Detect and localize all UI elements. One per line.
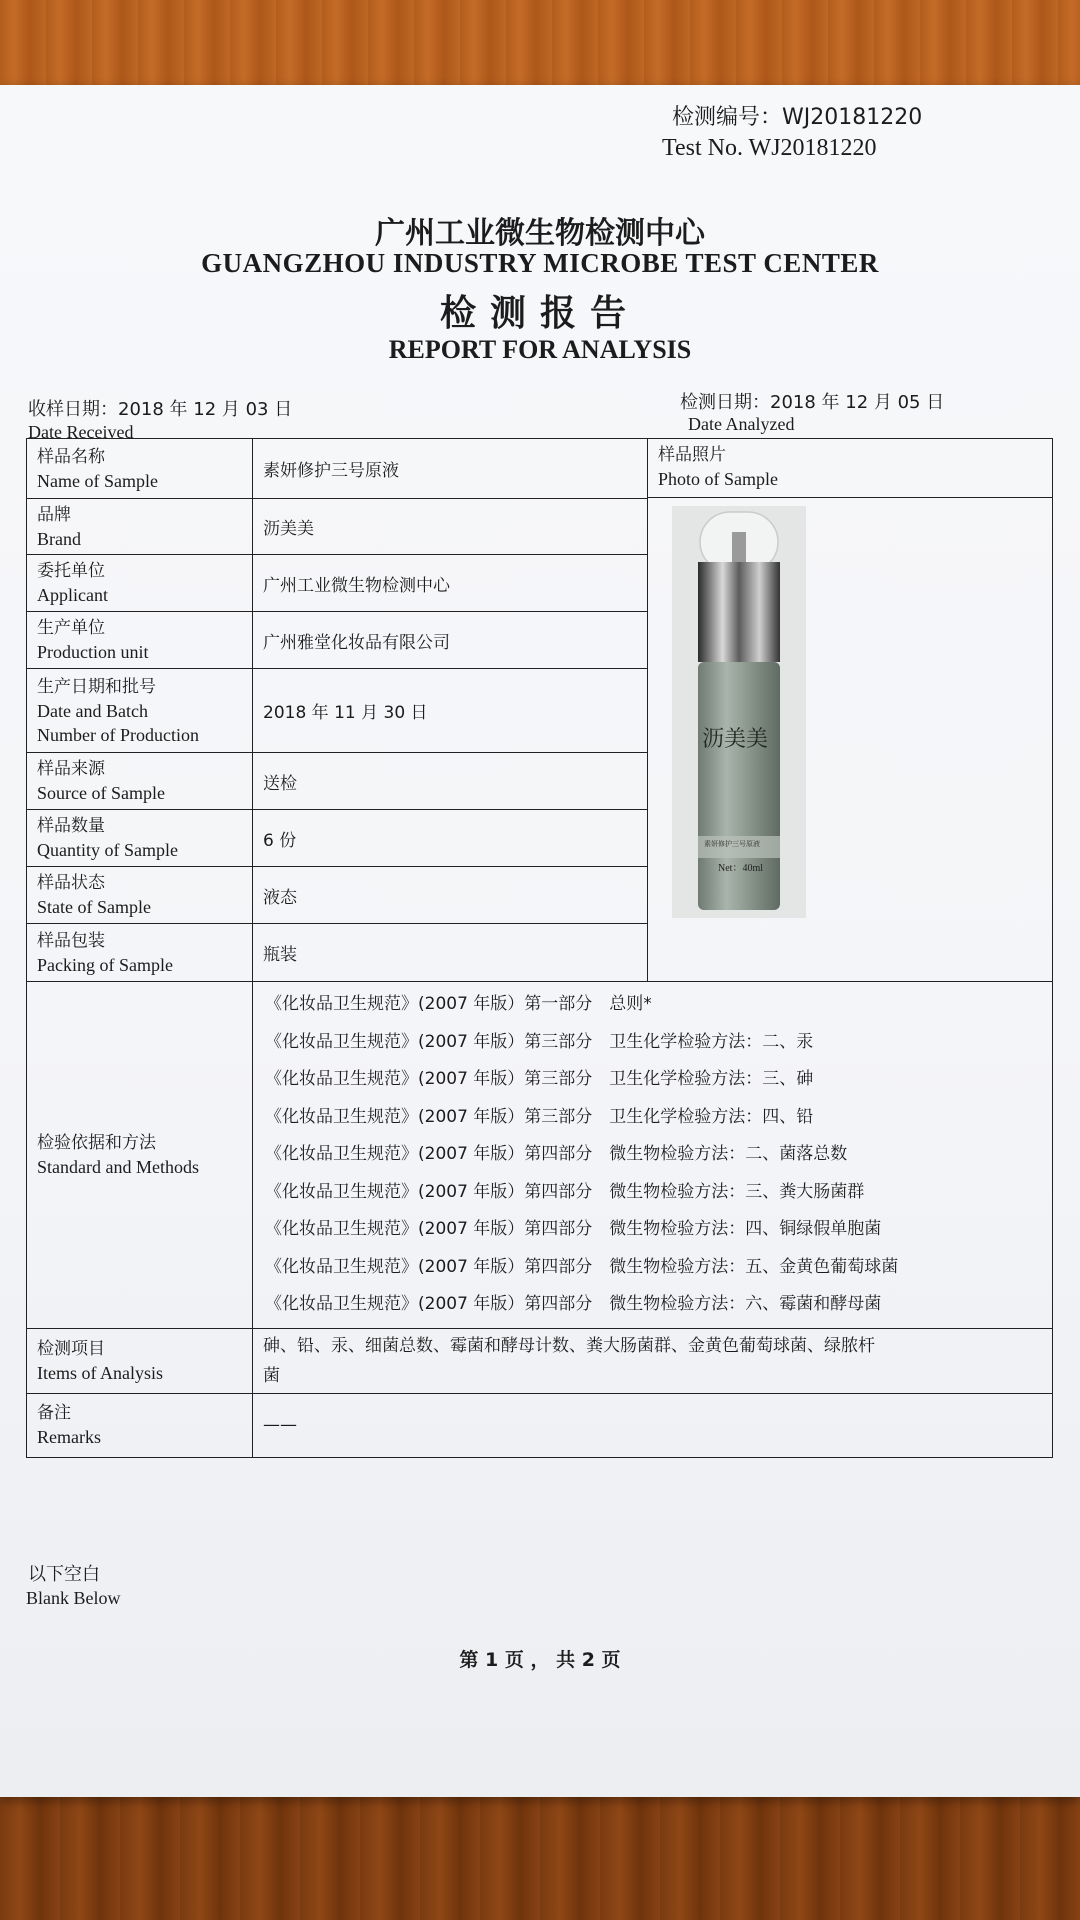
label-en: Name of Sample bbox=[37, 470, 158, 491]
center-name-zh: 广州工业微生物检测中心 bbox=[375, 216, 705, 251]
analysis-items-value bbox=[253, 1328, 1053, 1393]
wooden-table-top bbox=[0, 0, 1080, 90]
blank-below-en: Blank Below bbox=[26, 1588, 121, 1608]
sample-state-value: 液态 bbox=[263, 887, 297, 908]
label-zh: 委托单位 bbox=[37, 561, 105, 581]
row-label bbox=[27, 1393, 253, 1457]
table-row bbox=[27, 439, 1053, 499]
row-label bbox=[27, 555, 253, 612]
label-en: State of Sample bbox=[37, 897, 151, 917]
list-item: 《化妆品卫生规范》(2007 年版）第四部分 微生物检验方法：五、金黄色葡萄球菌 bbox=[265, 1256, 899, 1277]
label-en: Applicant bbox=[37, 585, 108, 605]
bottle-brand-text: 沥美美 bbox=[702, 727, 769, 752]
row-value bbox=[253, 499, 648, 555]
row-label bbox=[27, 753, 253, 810]
sample-name-value: 素妍修护三号原液 bbox=[263, 461, 399, 481]
report-title-en: REPORT FOR ANALYSIS bbox=[388, 335, 692, 364]
bottle-net-text: Net：40ml bbox=[718, 863, 763, 874]
label-zh: 品牌 bbox=[37, 504, 71, 525]
remarks-value-cell bbox=[253, 1393, 1053, 1457]
table-row bbox=[27, 982, 1053, 1329]
row-label bbox=[27, 1328, 253, 1393]
list-item: 《化妆品卫生规范》(2007 年版）第四部分 微生物检验方法：四、铜绿假单胞菌 bbox=[265, 1219, 882, 1239]
methods-cell bbox=[253, 982, 1053, 1329]
row-label bbox=[27, 810, 253, 867]
analysis-items-line2: 菌 bbox=[263, 1365, 280, 1386]
production-date-value: 2018 年 11 月 30 日 bbox=[263, 703, 428, 723]
row-label bbox=[27, 982, 253, 1329]
date-analyzed-zh: 检测日期：2018 年 12 月 05 日 bbox=[680, 392, 945, 413]
analysis-items-line1: 砷、铅、汞、细菌总数、霉菌和酵母计数、粪大肠菌群、金黄色葡萄球菌、绿脓杆 bbox=[263, 1335, 875, 1356]
label-zh: 样品包装 bbox=[37, 930, 105, 951]
list-item: 《化妆品卫生规范》(2007 年版）第四部分 微生物检验方法：六、霉菌和酵母菌 bbox=[265, 1294, 882, 1314]
production-unit-value: 广州雅堂化妆品有限公司 bbox=[263, 632, 450, 653]
blank-below-zh: 以下空白 bbox=[28, 1564, 100, 1585]
row-value bbox=[253, 612, 648, 669]
test-number-en: Test No. WJ20181220 bbox=[662, 135, 877, 161]
list-item: 《化妆品卫生规范》(2007 年版）第三部分 卫生化学检验方法：二、汞 bbox=[265, 1031, 814, 1052]
row-value bbox=[253, 439, 648, 499]
label-zh: 生产日期和批号 bbox=[37, 676, 156, 697]
label-en: Quantity of Sample bbox=[37, 840, 178, 860]
label-en: Packing of Sample bbox=[37, 954, 173, 975]
methods-list bbox=[253, 982, 1052, 1328]
row-label bbox=[27, 439, 253, 499]
remarks-value: —— bbox=[263, 1415, 297, 1435]
sample-photo bbox=[672, 506, 806, 918]
table-row bbox=[27, 1328, 1053, 1393]
date-analyzed-en: Date Analyzed bbox=[688, 414, 795, 434]
row-label bbox=[27, 924, 253, 982]
row-value bbox=[253, 669, 648, 753]
items-label-zh: 检测项目 bbox=[37, 1338, 105, 1359]
table-row bbox=[27, 1393, 1053, 1457]
date-received-zh: 收样日期：2018 年 12 月 03 日 bbox=[28, 399, 293, 420]
label-en: Production unit bbox=[37, 642, 149, 662]
row-label bbox=[27, 867, 253, 924]
label-zh: 样品数量 bbox=[37, 816, 105, 836]
sample-quantity-value: 6 份 bbox=[263, 830, 297, 851]
date-received-en: Date Received bbox=[28, 422, 134, 442]
label-en: Date and Batch bbox=[37, 700, 148, 721]
row-value bbox=[253, 555, 648, 612]
label-zh: 样品状态 bbox=[37, 873, 105, 893]
page-number: 第 1 页 ， 共 2 页 bbox=[459, 1649, 621, 1671]
row-value bbox=[253, 924, 648, 982]
label-en: Brand bbox=[37, 528, 81, 549]
label-zh: 生产单位 bbox=[37, 618, 105, 638]
row-label bbox=[27, 499, 253, 555]
bottle-label-text: 素妍修护三号原液 bbox=[704, 840, 760, 848]
methods-label-en: Standard and Methods bbox=[37, 1156, 199, 1177]
label-zh: 样品来源 bbox=[37, 759, 105, 779]
photo-label-zh: 样品照片 bbox=[658, 445, 726, 465]
label-en-line2: Number of Production bbox=[37, 724, 199, 745]
report-title-zh: 检测报告 bbox=[439, 293, 640, 334]
row-value bbox=[253, 810, 648, 867]
center-name-en: GUANGZHOU INDUSTRY MICROBE TEST CENTER bbox=[201, 248, 879, 278]
remarks-label-zh: 备注 bbox=[37, 1403, 71, 1423]
row-value bbox=[253, 867, 648, 924]
photo-cell bbox=[648, 439, 1053, 982]
applicant-value: 广州工业微生物检测中心 bbox=[263, 575, 450, 596]
photo-header bbox=[648, 439, 1052, 498]
sample-source-value: 送检 bbox=[263, 773, 297, 794]
list-item: 《化妆品卫生规范》(2007 年版）第三部分 卫生化学检验方法：三、砷 bbox=[265, 1069, 814, 1089]
report-table bbox=[26, 438, 1053, 1458]
wooden-table-bottom bbox=[0, 1790, 1080, 1920]
items-label-en: Items of Analysis bbox=[37, 1362, 163, 1383]
methods-label-zh: 检验依据和方法 bbox=[37, 1132, 156, 1153]
list-item: 《化妆品卫生规范》(2007 年版）第三部分 卫生化学检验方法：四、铅 bbox=[265, 1106, 814, 1127]
sample-packing-value: 瓶装 bbox=[263, 945, 297, 965]
list-item: 《化妆品卫生规范》(2007 年版）第四部分 微生物检验方法：三、粪大肠菌群 bbox=[265, 1181, 865, 1202]
brand-value: 沥美美 bbox=[263, 519, 314, 539]
test-number-zh: 检测编号：WJ20181220 bbox=[672, 105, 923, 130]
row-value bbox=[253, 753, 648, 810]
label-zh: 样品名称 bbox=[37, 446, 105, 467]
bottle-illustration bbox=[672, 506, 806, 918]
row-label bbox=[27, 612, 253, 669]
photo-label-en: Photo of Sample bbox=[658, 469, 778, 489]
row-label bbox=[27, 669, 253, 753]
list-item: 《化妆品卫生规范》(2007 年版）第一部分 总则* bbox=[265, 994, 652, 1014]
remarks-label-en: Remarks bbox=[37, 1427, 101, 1447]
label-en: Source of Sample bbox=[37, 783, 165, 803]
list-item: 《化妆品卫生规范》(2007 年版）第四部分 微生物检验方法：二、菌落总数 bbox=[265, 1144, 848, 1164]
